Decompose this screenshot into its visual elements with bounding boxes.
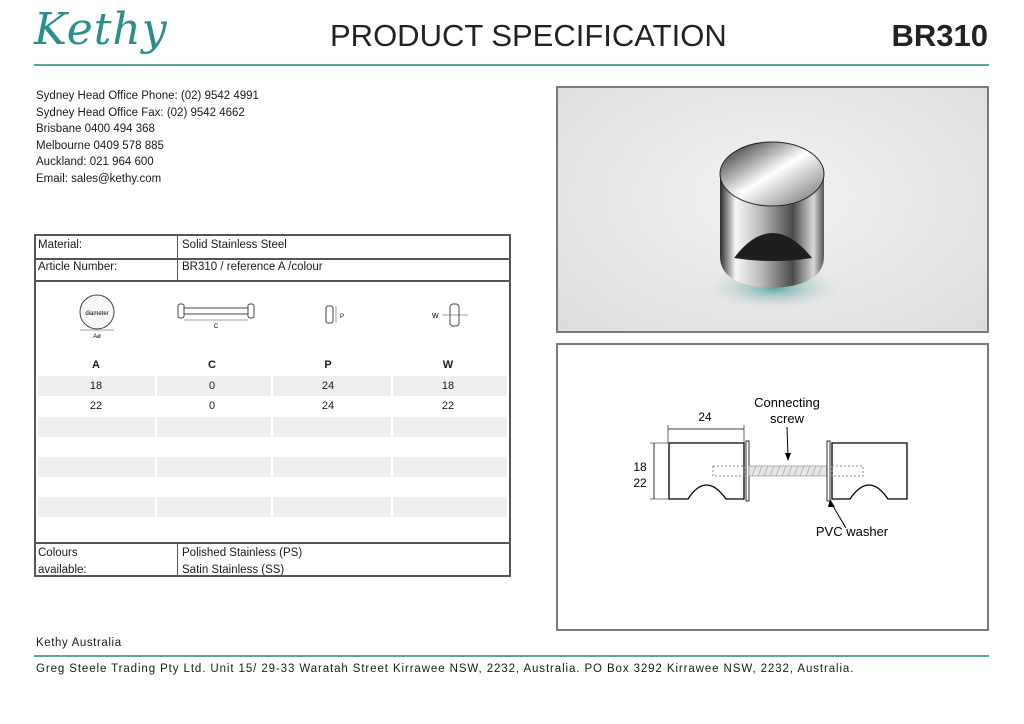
contact-brisbane: Brisbane 0400 494 368 bbox=[36, 123, 155, 136]
footer-rule bbox=[34, 655, 989, 657]
width-w-icon bbox=[432, 304, 468, 326]
footer-company: Kethy Australia bbox=[36, 637, 122, 649]
contact-fax: Sydney Head Office Fax: (02) 9542 4662 bbox=[36, 106, 245, 119]
technical-drawing bbox=[556, 343, 989, 631]
connecting-label: Connecting bbox=[754, 395, 820, 410]
dim-22-label: 22 bbox=[633, 476, 647, 490]
right-washer bbox=[827, 441, 830, 501]
col-a-header: A bbox=[92, 359, 100, 371]
page-title: PRODUCT SPECIFICATION bbox=[330, 18, 727, 53]
row2-c: 0 bbox=[208, 400, 216, 412]
row2-w: 22 bbox=[441, 400, 455, 412]
diameter-label: diameter bbox=[85, 311, 109, 317]
contact-auckland: Auckland: 021 964 600 bbox=[36, 156, 154, 169]
row1-p: 24 bbox=[321, 380, 335, 392]
col-c-header: C bbox=[208, 359, 216, 371]
w-label: W bbox=[432, 313, 439, 320]
length-c-icon bbox=[178, 304, 254, 330]
row2-a: 22 bbox=[89, 400, 103, 412]
dim-18-label: 18 bbox=[633, 460, 647, 474]
row2-p: 24 bbox=[321, 400, 335, 412]
left-washer bbox=[746, 441, 749, 501]
contact-info bbox=[36, 88, 259, 188]
table-grid bbox=[36, 376, 509, 518]
article-value: BR310 / reference A /colour bbox=[182, 261, 323, 273]
article-label: Article Number: bbox=[38, 261, 118, 273]
material-row bbox=[36, 236, 509, 260]
colours-label: Colours bbox=[38, 547, 78, 559]
a-diameter-label: Aø bbox=[93, 334, 101, 340]
assembly-diagram bbox=[558, 345, 987, 629]
col-p-header: P bbox=[324, 359, 332, 371]
header-rule bbox=[34, 64, 989, 66]
dim-24-label: 24 bbox=[698, 410, 712, 424]
colours-row bbox=[36, 542, 509, 577]
contact-melbourne: Melbourne 0409 578 885 bbox=[36, 139, 164, 152]
colour-polished: Polished Stainless (PS) bbox=[182, 547, 303, 559]
c-label: C bbox=[213, 324, 219, 330]
row1-w: 18 bbox=[441, 380, 455, 392]
material-label: Material: bbox=[38, 239, 83, 251]
knob-illustration bbox=[558, 88, 987, 331]
pvc-washer-label: PVC washer bbox=[815, 524, 889, 539]
contact-email: Email: sales@kethy.com bbox=[36, 172, 162, 185]
available-label: available: bbox=[38, 564, 87, 576]
material-value: Solid Stainless Steel bbox=[182, 239, 287, 251]
footer-address: Greg Steele Trading Pty Ltd. Unit 15/ 29-33 Waratah Street Kirrawee NSW, 2232, Australia. PO Box 3292 Kirrawee NSW, 2232, Australia. bbox=[36, 663, 855, 675]
article-row bbox=[36, 258, 509, 282]
contact-phone: Sydney Head Office Phone: (02) 9542 4991 bbox=[36, 90, 259, 102]
screw-label: screw bbox=[770, 411, 804, 426]
right-knob-profile bbox=[832, 443, 907, 499]
dimension-icons bbox=[36, 282, 509, 344]
row1-c: 0 bbox=[208, 380, 216, 392]
kethy-logo: Kethy bbox=[34, 4, 168, 55]
left-knob-profile bbox=[669, 443, 744, 499]
diameter-icon bbox=[80, 295, 114, 340]
row1-a: 18 bbox=[89, 380, 103, 392]
colour-satin: Satin Stainless (SS) bbox=[182, 564, 285, 576]
product-photo bbox=[556, 86, 989, 333]
col-w-header: W bbox=[442, 359, 454, 371]
spec-table bbox=[34, 234, 511, 577]
p-label: P bbox=[340, 314, 345, 320]
projection-p-icon bbox=[326, 306, 344, 323]
product-code: BR310 bbox=[891, 18, 988, 53]
